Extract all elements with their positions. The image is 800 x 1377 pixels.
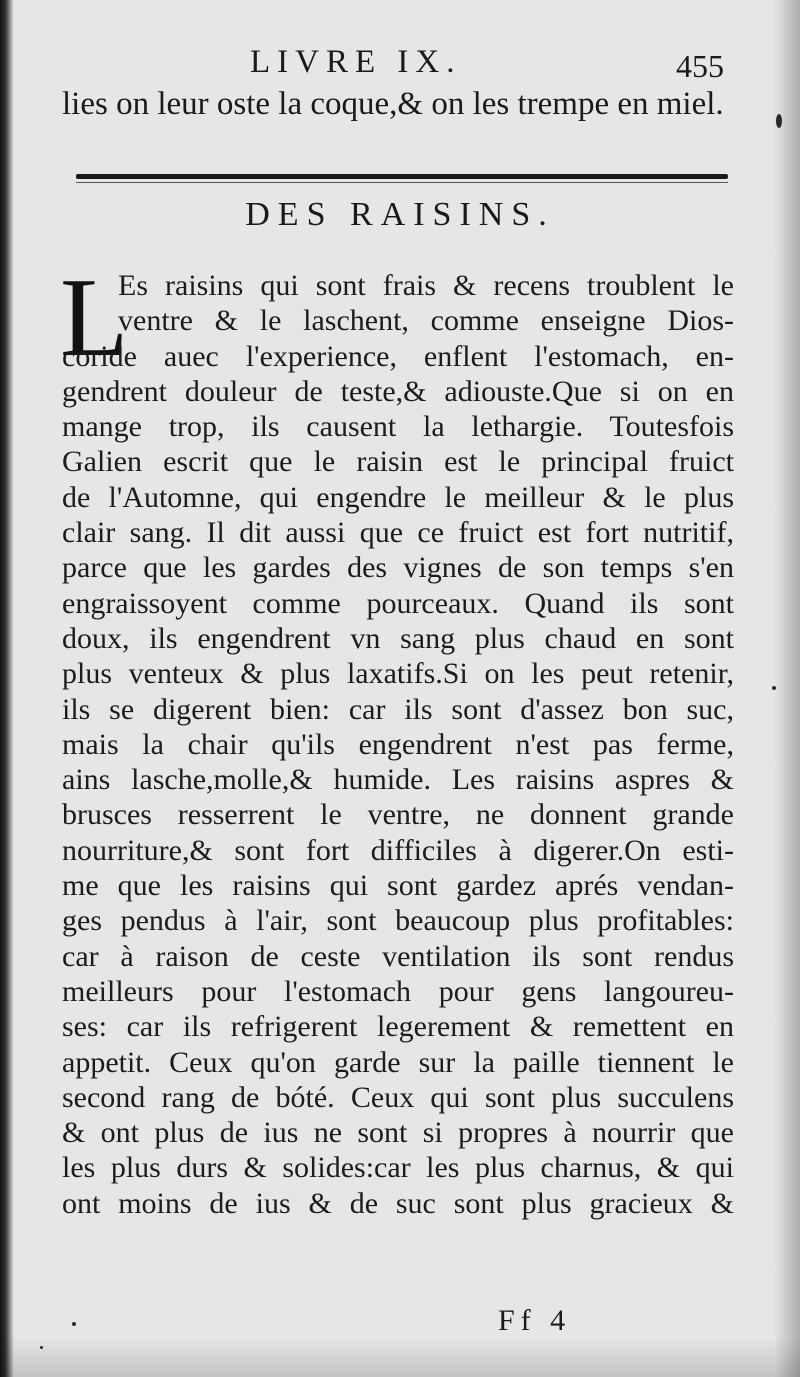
text-line: engraissoyent comme pourceaux. Quand ils sont — [62, 586, 734, 620]
text-line: doux, ils engendrent vn sang plus chaud en sont — [62, 621, 734, 655]
text-line: Galien escrit que le raisin est le principal fruict — [62, 445, 734, 479]
text-line: nourriture,& sont fort difficiles à digerer.On esti- — [62, 833, 734, 867]
ink-speck — [72, 1322, 76, 1326]
text-line: ges pendus à l'air, sont beaucoup plus profitables: — [62, 904, 734, 938]
text-line: mange trop, ils causent la lethargie. Toutesfois — [62, 410, 734, 444]
section-divider — [76, 174, 728, 179]
text-line: appetit. Ceux qu'on garde sur la paille tiennent le — [62, 1045, 734, 1079]
drop-cap: L — [60, 256, 129, 380]
bottom-shadow — [0, 1337, 800, 1377]
page-number: 455 — [676, 48, 724, 84]
text-line: car à raison de ceste ventilation ils sont rendus — [62, 939, 734, 973]
ink-speck — [776, 114, 782, 128]
text-line: coride auec l'experience, enflent l'estomach, en- — [62, 339, 734, 373]
text-line: parce que les gardes des vignes de son temps s'en — [62, 551, 734, 585]
text-line: les plus durs & solides:car les plus charnus, & qui — [62, 1151, 734, 1185]
text-line: ils se digerent bien: car ils sont d'assez bon suc, — [62, 692, 734, 726]
text-line: de l'Automne, qui engendre le meilleur & le plus — [62, 480, 734, 514]
text-line: & ont plus de ius ne sont si propres à nourrir que — [62, 1116, 734, 1150]
text-line: meilleurs pour l'estomach pour gens langoureu- — [62, 974, 734, 1008]
text-line: ains lasche,molle,& humide. Les raisins aspres & — [62, 763, 734, 797]
signature-mark: Ff 4 — [498, 1304, 572, 1337]
section-divider-thin — [76, 182, 728, 183]
text-line: plus venteux & plus laxatifs.Si on les peut retenir, — [62, 657, 734, 691]
text-line: brusces resserrent le ventre, ne donnent grande — [62, 798, 734, 832]
text-line: mais la chair qu'ils engendrent n'est pas ferme, — [62, 727, 734, 761]
ink-speck — [40, 1346, 43, 1349]
running-title: LIVRE IX. — [250, 44, 462, 80]
text-line: ses: car ils refrigerent legerement & remettent en — [62, 1010, 734, 1044]
text-line: ont moins de ius & de suc sont plus gracieux & — [62, 1186, 734, 1220]
text-line: ventre & le laschent, comme enseigne Dios- — [118, 304, 734, 338]
text-line: gendrent douleur de teste,& adiouste.Que si on en — [62, 374, 734, 408]
text-line: clair sang. Il dit aussi que ce fruict est fort nutritif, — [62, 516, 734, 550]
text-line: Es raisins qui sont frais & recens troublent le — [118, 269, 734, 302]
body-text — [62, 268, 734, 1221]
continued-line: lies on leur oste la coque,& on les trempe en miel. — [62, 86, 724, 122]
text-line: second rang de bóté. Ceux qui sont plus succulens — [62, 1080, 734, 1114]
section-title: DES RAISINS. — [245, 196, 555, 233]
ink-speck — [772, 686, 776, 690]
text-line: me que les raisins qui sont gardez aprés vendan- — [62, 869, 734, 903]
